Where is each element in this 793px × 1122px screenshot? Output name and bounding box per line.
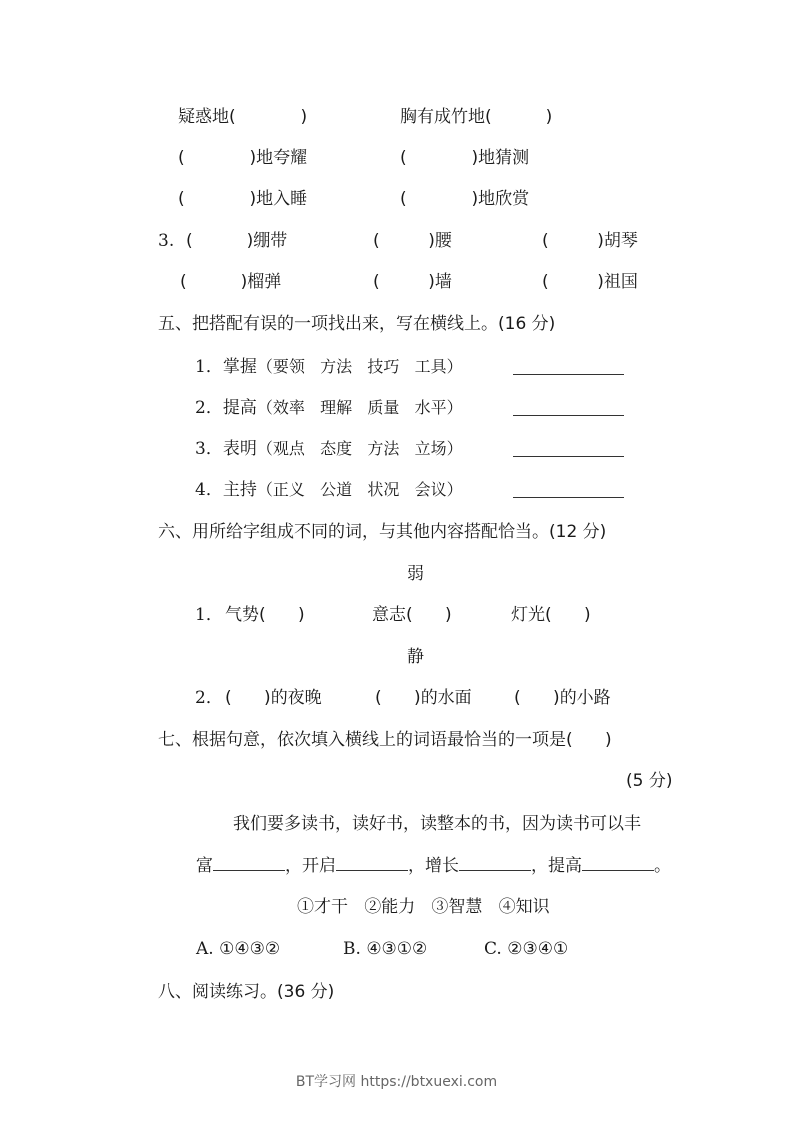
s5-item-num: 1．: [195, 357, 223, 377]
section-6-title: 六、用所给字组成不同的词，与其他内容搭配恰当。(12 分): [158, 522, 607, 542]
footer-watermark: BT学习网 https://btxuexi.com: [295, 1074, 498, 1090]
measure-word-6: ( )祖国: [542, 272, 638, 292]
choice-c[interactable]: [484, 938, 568, 960]
s6-item-2-part-1: ( )的夜晚: [225, 688, 322, 708]
passage-blank-4[interactable]: [582, 854, 654, 871]
measure-word-4: ( )榴弹: [180, 272, 282, 292]
section-7-score: (5 分): [626, 771, 673, 791]
fill-row-2-left: ( )地夸耀: [178, 148, 308, 168]
question-number: 3.: [158, 231, 175, 251]
section-5-title: 五、把搭配有误的一项找出来，写在横线上。(16 分): [158, 314, 556, 334]
s6-item-1-part-2: 意志( ): [372, 605, 452, 625]
s5-item-word: 提高: [222, 398, 257, 418]
s5-item-options: （效率 理解 质量 水平）: [256, 398, 463, 417]
choice-label: B.: [343, 939, 361, 959]
word-options: ①才干 ②能力 ③智慧 ④知识: [297, 897, 550, 917]
measure-word-5: ( )墙: [373, 272, 452, 292]
s5-item-1: [195, 356, 463, 378]
choice-b[interactable]: [343, 938, 427, 960]
answer-blank-4[interactable]: [513, 481, 624, 498]
fill-row-2-right: ( )地猜测: [400, 148, 530, 168]
passage-text: 。: [654, 856, 671, 876]
s5-item-num: 4．: [195, 480, 223, 500]
answer-blank-1[interactable]: [513, 358, 624, 375]
passage-line-2: [196, 854, 671, 877]
passage-line-1: 我们要多读书，读好书，读整本的书，因为读书可以丰: [233, 814, 641, 834]
given-char-1: 弱: [407, 564, 424, 584]
fill-row-1-left: 疑惑地( ): [178, 107, 308, 127]
choice-value: ④③①②: [366, 939, 428, 959]
s6-item-1-num: 1．: [195, 605, 223, 625]
choice-label: C.: [484, 939, 502, 959]
measure-word-3: ( )胡琴: [542, 231, 638, 251]
passage-text: ，开启: [285, 856, 336, 876]
passage-blank-3[interactable]: [459, 854, 531, 871]
s5-item-word: 主持: [222, 480, 257, 500]
passage-text: ，增长: [408, 856, 459, 876]
s5-item-num: 2．: [195, 398, 223, 418]
fill-row-1-right: 胸有成竹地( ): [400, 107, 553, 127]
measure-word-1: ( )绷带: [186, 231, 288, 251]
s6-item-2-part-2: ( )的水面: [375, 688, 472, 708]
s5-item-options: （要领 方法 技巧 工具）: [256, 357, 463, 376]
s5-item-2: [195, 397, 463, 419]
s5-item-4: [195, 479, 463, 501]
measure-word-2: ( )腰: [373, 231, 452, 251]
choice-a[interactable]: [196, 938, 280, 960]
passage-text: 富: [196, 856, 213, 876]
s5-item-3: [195, 438, 463, 460]
s6-item-2-part-3: ( )的小路: [514, 688, 611, 708]
answer-blank-3[interactable]: [513, 440, 624, 457]
section-7-title: 七、根据句意，依次填入横线上的词语最恰当的一项是( ): [158, 730, 612, 750]
s5-item-word: 表明: [222, 439, 257, 459]
s5-item-word: 掌握: [222, 357, 257, 377]
fill-row-3-right: ( )地欣赏: [400, 189, 530, 209]
answer-blank-2[interactable]: [513, 399, 624, 416]
choice-value: ②③④①: [507, 939, 569, 959]
s5-item-num: 3．: [195, 439, 223, 459]
passage-text: ，提高: [531, 856, 582, 876]
s5-item-options: （正义 公道 状况 会议）: [256, 480, 463, 499]
passage-blank-1[interactable]: [213, 854, 285, 871]
s6-item-2-num: 2．: [195, 688, 223, 708]
s6-item-1-part-3: 灯光( ): [511, 605, 591, 625]
choice-label: A.: [196, 939, 214, 959]
s5-item-options: （观点 态度 方法 立场）: [256, 439, 463, 458]
section-8-title: 八、阅读练习。(36 分): [158, 982, 335, 1002]
given-char-2: 静: [407, 647, 424, 667]
passage-blank-2[interactable]: [336, 854, 408, 871]
s6-item-1-part-1: 气势( ): [225, 605, 305, 625]
fill-row-3-left: ( )地入睡: [178, 189, 308, 209]
choice-value: ①④③②: [219, 939, 281, 959]
